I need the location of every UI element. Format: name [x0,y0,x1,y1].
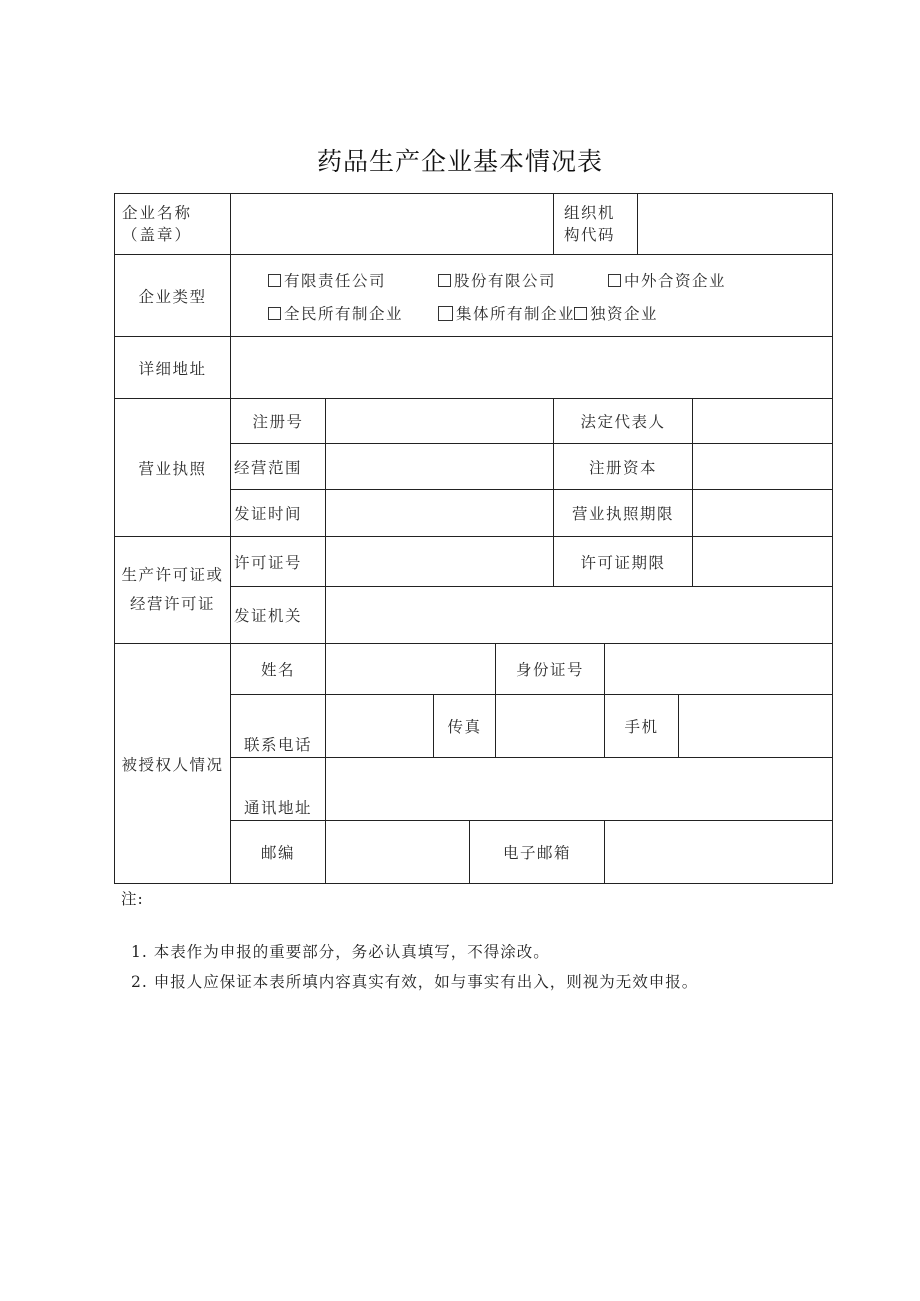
permit-term-field[interactable] [693,537,832,586]
checkbox-icon [438,274,451,287]
org-code-field[interactable] [638,194,832,254]
option-label: 全民所有制企业 [284,305,404,323]
checkbox-icon [608,274,621,287]
fax-field[interactable] [496,695,604,757]
checkbox-icon [574,307,587,320]
option-label: 集体所有制企业 [456,305,576,323]
permit-no-label: 许可证号 [234,553,303,572]
org-code-label: 组织机构代码 [564,204,616,244]
scope-label: 经营范围 [234,458,303,477]
company-type-label: 企业类型 [138,287,207,306]
company-name-field[interactable] [231,194,553,254]
email-field[interactable] [605,821,832,883]
mail-address-label: 通讯地址 [243,799,312,817]
email-label: 电子邮箱 [502,844,571,862]
permit-term-label: 许可证期限 [580,553,666,572]
scope-field[interactable] [326,444,553,489]
capital-field[interactable] [693,444,832,489]
grid-line [832,193,833,884]
notes-heading: 注: [121,890,144,908]
id-no-field[interactable] [605,644,832,694]
phone-field[interactable] [326,695,433,757]
legal-rep-label: 法定代表人 [580,413,666,431]
license-term-field[interactable] [693,490,832,536]
type-option-state-owned[interactable] [268,302,403,324]
issue-date-label: 发证时间 [234,505,303,523]
grid-line [114,883,833,884]
option-label: 独资企业 [590,305,659,323]
address-label: 详细地址 [138,359,207,378]
license-term-label: 营业执照期限 [571,505,674,523]
checkbox-icon [268,307,281,320]
option-label: 有限责任公司 [284,272,387,290]
address-field[interactable] [231,337,832,398]
phone-label: 联系电话 [243,736,312,754]
type-option-collective[interactable] [438,302,575,324]
postcode-label: 邮编 [260,844,295,862]
delegate-group-label: 被授权人情况 [121,755,224,774]
checkbox-icon [268,274,281,287]
license-group-label: 营业执照 [138,459,207,478]
permit-group-label: 生产许可证或经营许可证 [121,566,224,613]
postcode-field[interactable] [326,821,469,883]
type-option-llc[interactable] [268,269,386,291]
option-label: 股份有限公司 [454,272,557,290]
mail-address-field[interactable] [326,758,832,820]
note-item: 1. 本表作为申报的重要部分，务必认真填写，不得涂改。 [131,943,550,961]
type-option-joint-stock[interactable] [438,269,556,291]
mobile-label: 手机 [624,718,659,736]
issuer-label: 发证机关 [234,607,303,625]
reg-no-field[interactable] [326,399,553,443]
form-title: 药品生产企业基本情况表 [316,147,603,176]
permit-no-field[interactable] [326,537,553,586]
mobile-field[interactable] [679,695,832,757]
issuer-field[interactable] [326,587,832,643]
issue-date-field[interactable] [326,490,553,536]
option-label: 中外合资企业 [624,272,727,290]
fax-label: 传真 [447,718,482,736]
note-item: 2. 申报人应保证本表所填内容真实有效，如与事实有出入，则视为无效申报。 [131,973,699,991]
reg-no-label: 注册号 [252,413,304,431]
type-option-sino-foreign[interactable] [608,269,726,291]
delegate-name-label: 姓名 [260,661,295,679]
company-name-label: 企业名称（盖章） [122,204,193,244]
id-no-label: 身份证号 [515,661,584,679]
legal-rep-field[interactable] [693,399,832,443]
delegate-name-field[interactable] [326,644,495,694]
type-option-sole[interactable] [574,302,658,324]
capital-label: 注册资本 [588,458,657,477]
checkbox-icon [438,306,453,321]
